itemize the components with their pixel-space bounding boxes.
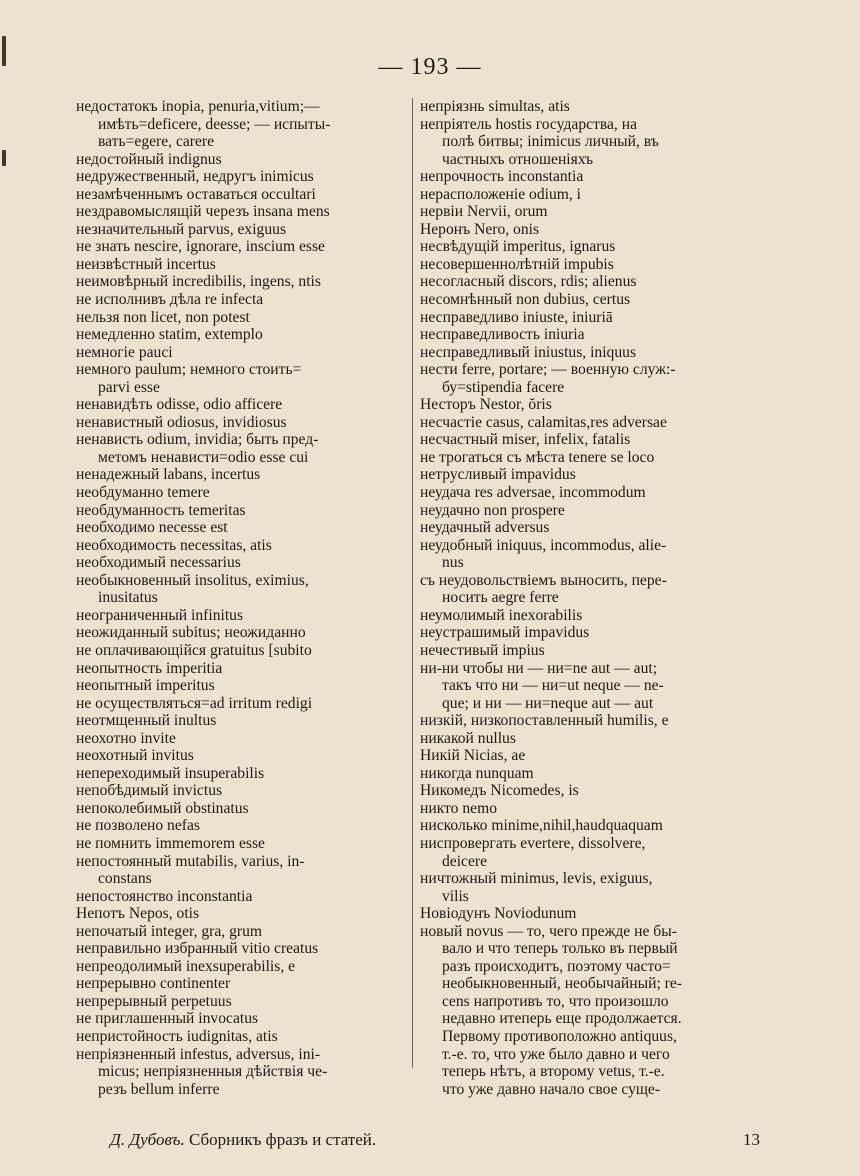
entry-line: неудобный iniquus, incommodus, alie- — [420, 536, 667, 554]
entry-line: неопытность imperitia — [76, 659, 223, 677]
entry-line: непріязненный infestus, adversus, ini- — [76, 1045, 321, 1063]
dictionary-entry — [420, 431, 756, 449]
dictionary-entry — [420, 256, 756, 274]
dictionary-entry — [420, 449, 756, 467]
dictionary-entry — [76, 554, 408, 572]
entry-line: непрочность inconstantia — [420, 168, 584, 186]
entry-line: непоколебимый obstinatus — [76, 799, 249, 817]
footer-title: Сборникъ фразъ и статей. — [188, 1130, 377, 1149]
entry-line: непреодолимый inexsuperabilis, e — [76, 957, 296, 975]
dictionary-entry — [420, 116, 756, 169]
entry-line: несчастный miser, infelix, fatalis — [420, 431, 631, 449]
left-column — [76, 98, 408, 1098]
dictionary-entry — [76, 677, 408, 695]
entry-line: не приглашенный invocatus — [76, 1010, 259, 1028]
entry-line: немногіе pauci — [76, 343, 173, 361]
entry-line: несправедливость iniuria — [420, 326, 585, 344]
dictionary-entry — [420, 326, 756, 344]
entry-line: непрерывно continenter — [76, 975, 231, 993]
dictionary-entry — [76, 326, 408, 344]
entry-line: неохотно invite — [76, 729, 176, 747]
entry-line: непостоянный mutabilis, varius, in- — [76, 852, 305, 870]
entry-line: непрерывный perpetuus — [76, 992, 232, 1010]
entry-line: никто nemo — [420, 799, 498, 817]
entry-line: не осуществляться=ad irritum redigi — [76, 694, 313, 712]
dictionary-entry — [420, 502, 756, 520]
column-divider — [412, 98, 413, 1068]
dictionary-entry — [420, 396, 756, 414]
entry-line: теперь нѣтъ, а второму vetus, т.-е. — [442, 1063, 665, 1081]
dictionary-entry — [76, 975, 408, 993]
entry-line: непристойность iudignitas, atis — [76, 1027, 278, 1045]
entry-line: необдуманно temere — [76, 484, 210, 502]
entry-line: неумолимый inexorabilis — [420, 606, 583, 624]
entry-line: не знать nescire, ignorare, inscium esse — [76, 238, 325, 256]
entry-line: вало и что теперь только въ первый — [442, 940, 678, 958]
entry-line: неотмщенный inultus — [76, 712, 217, 730]
entry-line: неимовѣрный incredibilis, ingens, ntis — [76, 273, 321, 291]
entry-line: не трогаться съ мѣста tenere se loco — [420, 448, 655, 466]
dictionary-entry — [76, 607, 408, 625]
entry-line: неудачно non prospere — [420, 501, 565, 519]
entry-line: нельзя non licet, non potest — [76, 308, 250, 326]
dictionary-entry — [420, 186, 756, 204]
entry-line: deicere — [442, 852, 488, 870]
dictionary-entry — [76, 747, 408, 765]
entry-line: разъ происходитъ, поэтому часто= — [442, 957, 671, 975]
dictionary-entry — [420, 923, 756, 1098]
entry-line: несогласный discors, rdis; alienus — [420, 273, 637, 291]
entry-line: никакой nullus — [420, 729, 516, 747]
entry-line: неудачный adversus — [420, 519, 550, 537]
entry-line: Новіодунъ Noviodunum — [420, 905, 577, 923]
dictionary-entry — [420, 238, 756, 256]
dictionary-entry — [76, 414, 408, 432]
entry-line: неправильно избранный vitio creatus — [76, 940, 319, 958]
dictionary-entry — [76, 800, 408, 818]
entry-line: ненавидѣть odisse, odio afficere — [76, 396, 283, 414]
dictionary-entry — [76, 835, 408, 853]
dictionary-entry — [420, 484, 756, 502]
dictionary-entry — [76, 203, 408, 221]
dictionary-entry — [420, 800, 756, 818]
footer — [110, 1130, 760, 1150]
entry-line: нисколько minime,nihil,haudquaquam — [420, 817, 663, 835]
entry-line: не помнить immemorem esse — [76, 834, 265, 852]
dictionary-entry — [76, 642, 408, 660]
dictionary-entry — [76, 624, 408, 642]
entry-line: нести ferre, portare; — военную служ:- — [420, 361, 676, 379]
entry-line: inusitatus — [98, 589, 158, 607]
dictionary-entry — [420, 168, 756, 186]
entry-line: непріятель hostis государства, на — [420, 115, 637, 133]
dictionary-entry — [76, 572, 408, 607]
dictionary-entry — [420, 642, 756, 660]
entry-line: Никомедъ Nicomedes, is — [420, 782, 579, 800]
entry-line: носить aegre ferre — [442, 589, 559, 607]
entry-line: несвѣдущій imperitus, ignarus — [420, 238, 616, 256]
dictionary-entry — [76, 765, 408, 783]
dictionary-entry — [76, 98, 408, 151]
entry-line: немедленно statim, extemplo — [76, 326, 263, 344]
dictionary-entry — [420, 309, 756, 327]
entry-line: ничтожный minimus, levis, exiguus, — [420, 870, 653, 888]
dictionary-entry — [76, 1010, 408, 1028]
dictionary-entry — [420, 607, 756, 625]
entry-line: несомнѣнный non dubius, certus — [420, 291, 631, 309]
dictionary-entry — [420, 730, 756, 748]
dictionary-entry — [76, 993, 408, 1011]
entry-line: новый novus — то, чего прежде не бы- — [420, 922, 677, 940]
entry-line: частныхъ отношеніяхъ — [442, 150, 594, 168]
dictionary-entry — [420, 466, 756, 484]
entry-line: micus; непріязненныя дѣйствія че- — [98, 1063, 328, 1081]
entry-line: необдуманность temeritas — [76, 501, 246, 519]
dictionary-entry — [420, 537, 756, 572]
entry-line: parvi esse — [98, 378, 160, 396]
entry-line: ненависть odium, invidia; быть пред- — [76, 431, 319, 449]
dictionary-entry — [76, 484, 408, 502]
dictionary-entry — [420, 905, 756, 923]
entry-line: недавно итеперь еще продолжается. — [442, 1010, 682, 1028]
dictionary-entry — [420, 624, 756, 642]
dictionary-entry — [76, 958, 408, 976]
right-column — [420, 98, 756, 1098]
entry-line: Никій Nicias, ae — [420, 747, 526, 765]
entry-line: недружественный, недругъ inimicus — [76, 168, 314, 186]
entry-line: недостойный indignus — [76, 150, 222, 168]
dictionary-entry — [420, 747, 756, 765]
entry-line: ненавистный odiosus, invidiosus — [76, 413, 287, 431]
dictionary-entry — [76, 923, 408, 941]
dictionary-entry — [76, 853, 408, 888]
entry-line: не оплачивающійся gratuitus [subito — [76, 641, 312, 659]
dictionary-entry — [76, 186, 408, 204]
entry-line: метомъ ненависти=odio esse cui — [98, 448, 309, 466]
dictionary-entry — [76, 344, 408, 362]
dictionary-entry — [76, 273, 408, 291]
dictionary-entry — [76, 168, 408, 186]
entry-line: неустрашимый impavidus — [420, 624, 590, 642]
entry-line: такъ что ни — ни=ut neque — ne- — [442, 677, 664, 695]
entry-line: незамѣченнымъ оставаться occultari — [76, 185, 316, 203]
dictionary-entry — [76, 537, 408, 555]
entry-line: съ неудовольствіемъ выносить, пере- — [420, 571, 667, 589]
dictionary-entry — [420, 98, 756, 116]
dictionary-entry — [76, 466, 408, 484]
entry-line: несправедливый iniustus, iniquus — [420, 343, 637, 361]
dictionary-entry — [420, 344, 756, 362]
entry-line: незначительный parvus, exiguus — [76, 220, 287, 238]
dictionary-entry — [76, 660, 408, 678]
dictionary-entry — [76, 1046, 408, 1099]
dictionary-entry — [420, 519, 756, 537]
entry-line: немного paulum; немного стоить= — [76, 361, 302, 379]
entry-line: неизвѣстный incertus — [76, 255, 216, 273]
dictionary-entry — [76, 502, 408, 520]
entry-line: Несторъ Nestor, ŏris — [420, 396, 552, 414]
dictionary-entry — [420, 203, 756, 221]
dictionary-entry — [420, 291, 756, 309]
dictionary-entry — [420, 817, 756, 835]
entry-line: constans — [98, 870, 152, 888]
entry-line: ненадежный labans, incertus — [76, 466, 261, 484]
dictionary-entry — [76, 309, 408, 327]
dictionary-entry — [76, 888, 408, 906]
entry-line: непостоянство inconstantia — [76, 887, 253, 905]
entry-line: ниспровергать evertere, dissolvere, — [420, 834, 646, 852]
dictionary-entry — [76, 221, 408, 239]
entry-line: что уже давно начало свое суще- — [442, 1080, 661, 1098]
dictionary-entry — [76, 361, 408, 396]
entry-line: необыкновенный insolitus, eximius, — [76, 571, 309, 589]
dictionary-entry — [76, 782, 408, 800]
entry-line: низкій, низкопоставленный humilis, e — [420, 712, 669, 730]
entry-line: т.-е. то, что уже было давно и чего — [442, 1045, 670, 1063]
entry-line: нечестивый impius — [420, 641, 545, 659]
entry-line: необыкновенный, необычайный; re- — [442, 975, 682, 993]
dictionary-entry — [76, 712, 408, 730]
dictionary-entry — [76, 431, 408, 466]
entry-line: непобѣдимый invictus — [76, 782, 223, 800]
entry-line: Неронъ Nero, onis — [420, 220, 540, 238]
entry-line: нездравомыслящій черезъ insana mens — [76, 203, 330, 221]
entry-line: несправедливо iniuste, iniuriā — [420, 308, 613, 326]
entry-line: нерасположеніе odium, i — [420, 185, 582, 203]
entry-line: имѣть=deficere, deesse; — испыты- — [98, 115, 331, 133]
entry-line: неожиданный subitus; неожиданно — [76, 624, 306, 642]
dictionary-entry — [420, 572, 756, 607]
entry-line: вать=egere, carere — [98, 133, 215, 151]
entry-line: несовершеннолѣтній impubis — [420, 255, 614, 273]
footer-author: Д. Дубовъ. — [110, 1130, 185, 1149]
binding-mark — [2, 150, 6, 166]
entry-line: нетрусливый impavidus — [420, 466, 576, 484]
dictionary-entry — [420, 221, 756, 239]
entry-line: vilis — [442, 887, 469, 905]
entry-line: Непотъ Nepos, otis — [76, 905, 200, 923]
dictionary-entry — [76, 940, 408, 958]
dictionary-entry — [420, 361, 756, 396]
dictionary-entry — [420, 660, 756, 713]
entry-line: бу=stipendia facere — [442, 378, 565, 396]
dictionary-entry — [76, 238, 408, 256]
entry-line: непочатый integer, gra, grum — [76, 922, 262, 940]
dictionary-entry — [420, 273, 756, 291]
entry-line: неохотный invitus — [76, 747, 194, 765]
page-number: — 193 — — [378, 54, 482, 80]
entry-line: необходимо necesse est — [76, 519, 228, 537]
entry-line: nus — [442, 554, 464, 572]
dictionary-entry — [76, 817, 408, 835]
entry-line: непереходимый insuperabilis — [76, 764, 265, 782]
entry-line: нервіи Nervii, orum — [420, 203, 548, 221]
entry-line: Первому противоположно antiquus, — [442, 1027, 677, 1045]
dictionary-entry — [420, 835, 756, 870]
entry-line: недостатокъ inopia, penuria,vitium;— — [76, 98, 320, 115]
entry-line: cens напротивъ то, что произошло — [442, 992, 669, 1010]
dictionary-entry — [420, 414, 756, 432]
entry-line: неудача res adversae, incommodum — [420, 484, 646, 502]
entry-line: никогда nunquam — [420, 764, 534, 782]
dictionary-entry — [76, 730, 408, 748]
dictionary-entry — [76, 905, 408, 923]
dictionary-entry — [76, 695, 408, 713]
dictionary-entry — [76, 256, 408, 274]
dictionary-entry — [76, 396, 408, 414]
entry-line: не позволено nefas — [76, 817, 200, 835]
dictionary-entry — [420, 765, 756, 783]
entry-line: несчастіе casus, calamitas,res adversae — [420, 413, 667, 431]
entry-line: необходимый necessarius — [76, 554, 241, 572]
entry-line: резъ bellum inferre — [98, 1080, 220, 1098]
dictionary-entry — [76, 291, 408, 309]
dictionary-entry — [420, 870, 756, 905]
entry-line: неограниченный infinitus — [76, 606, 244, 624]
entry-line: полѣ битвы; inimicus личный, въ — [442, 133, 659, 151]
entry-line: неопытный imperitus — [76, 677, 215, 695]
dictionary-entry — [420, 782, 756, 800]
signature-mark: 13 — [743, 1130, 760, 1149]
dictionary-entry — [76, 151, 408, 169]
entry-line: не исполнивъ дѣла re infecta — [76, 291, 264, 309]
dictionary-entry — [420, 712, 756, 730]
entry-line: ни-ни чтобы ни — ни=ne aut — aut; — [420, 659, 658, 677]
dictionary-entry — [76, 1028, 408, 1046]
entry-line: непріязнь simultas, atis — [420, 98, 570, 115]
dictionary-entry — [76, 519, 408, 537]
entry-line: que; и ни — ни=neque aut — aut — [442, 694, 654, 712]
entry-line: необходимость necessitas, atis — [76, 536, 272, 554]
